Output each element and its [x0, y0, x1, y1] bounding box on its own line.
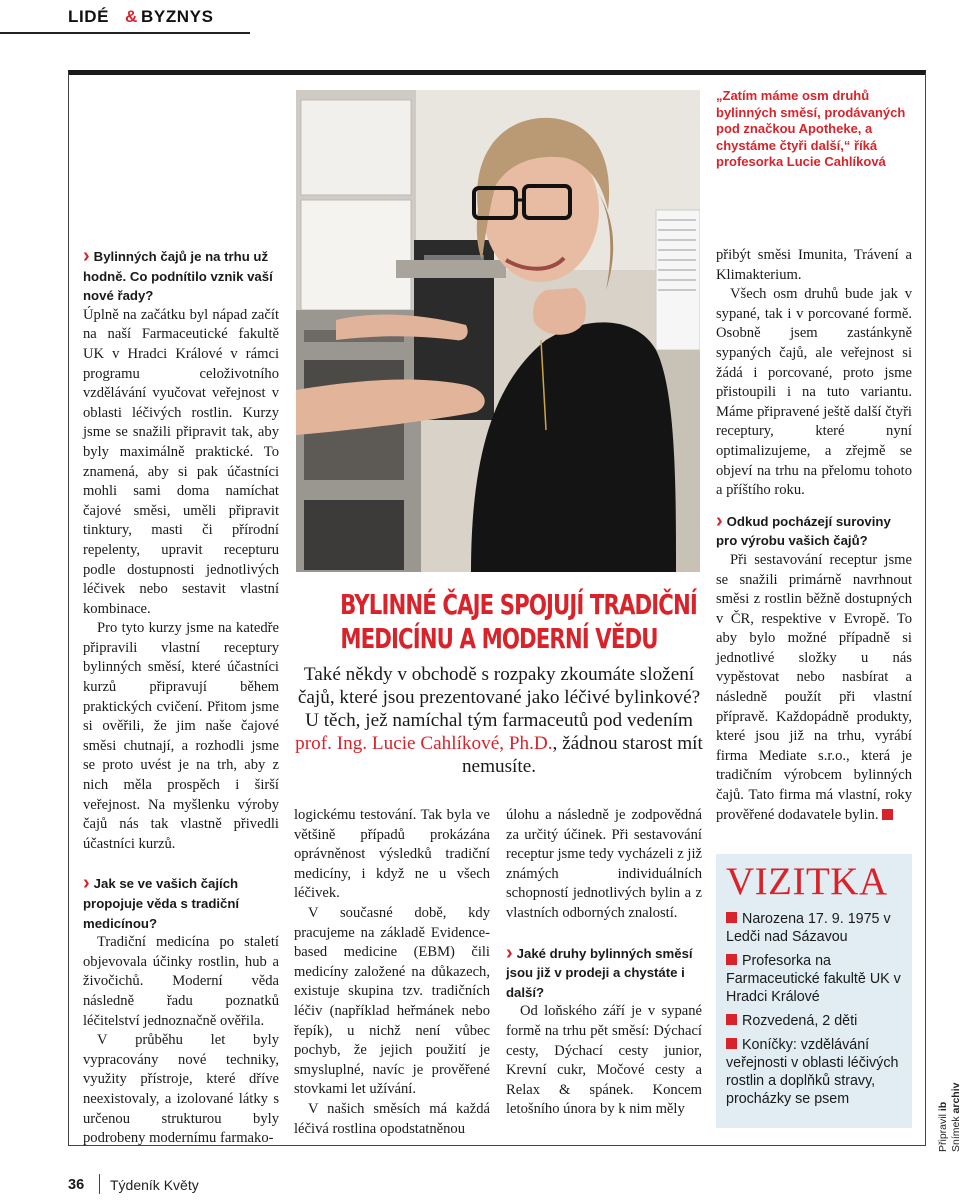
answer-paragraph: Pro tyto kurzy jsme na katedře připravili vlastní receptury bylinných směsí, které účastníci kurzů připravují během praktických cvičení. Přitom jsme si ověřili, že jim naše čajové směsi chutnají, a rozhodli jsme se proto uvést je na trh, aby z nich měla prospěch i širší veřejnost. Na myšlenku výroby čajů nás tak vlastně přivedli účastníci kurzů.	[83, 620, 279, 852]
answer-paragraph: Všech osm druhů bude jak v sypané, tak i v porcované formě. Osobně jsem zastánkyně sypaných čajů, ale veřejnost si žádá i porcované, proto jsme přistoupili i na tuto variantu. Máme připravené ještě další čtyři receptury, které nyní optimalizujeme, a zřejmě se objeví na trhu na přelomu tohoto a příštího roku.	[716, 286, 912, 499]
answer-paragraph: přibýt směsi Imunita, Trávení a Klimakterium.	[716, 247, 912, 283]
credit-source: archiv	[949, 1082, 962, 1114]
answer-paragraph: V současné době, kdy pracujeme na základě Evidence-based medicine (EBM) čili medicíny založené na důkazech, existuje skupina tzv. tradičních léčiv (například heřmánek nebo řepík), u nichž není vůbec pochyb, že jejich použití je smysluplné, navíc je prověřené stovkami let užívání.	[294, 904, 490, 1098]
profile-item: Rozvedená, 2 děti	[726, 1012, 902, 1030]
answer-text: Při sestavování receptur jsme se snažili primárně navrhnout směsi z rostlin běžně dostupných v ČR, respektive v Evropě. To aby bylo možné případně si jednotlivé složky u nás vypěstovat nebo nasbírat a následně použít při vlastní přípravě. Každopádně produkty, které jsou již na trhu, vyrábí firma Mediate s.r.o., která je tradičním výrobcem bylinných čajů. Tato firma má vlastní, roky prověřené dodavatele bylin.	[716, 551, 912, 823]
section-ampersand: &	[125, 7, 138, 26]
answer-paragraph: Od loňského září je v sypané formě na trhu pět směsí: Dýchací cesty, Dýchací cesty junior, Krevní cukr, Močové cesty a Relax & spánek. Koncem letošního února by k nim měly	[506, 1003, 702, 1118]
pull-quote: „Zatím máme osm druhů bylinných směsí, prodávaných pod značkou Apotheke, a chystáme čtyři další,“ říká profesorka Lucie Cahlíková	[716, 88, 906, 169]
text-column-4	[716, 246, 912, 825]
lead-text: Také někdy v obchodě s rozpaky zkoumáte složení čajů, které jsou prezentované jako léčivé bylinkové? U těch, jež namíchal tým farmaceutů pod vedením	[297, 664, 701, 731]
magazine-name: Týdeník Květy	[110, 1177, 199, 1193]
profile-box	[716, 854, 912, 1128]
end-mark-icon	[882, 809, 893, 820]
lead-ending: , žádnou starost mít nemusíte.	[461, 733, 703, 777]
section-header	[0, 0, 250, 34]
interview-question: › Jak se ve vašich čajích propojuje věda s tradiční medicínou?	[83, 873, 279, 933]
profile-item: Koníčky: vzdělávání veřejnosti v oblasti léčivých rostlin a doplňků stravy, procházky se psem	[726, 1036, 902, 1108]
portrait-photo	[296, 90, 700, 572]
headline-line-1: BYLINNÉ ČAJE SPOJUJÍ TRADIČNÍ	[340, 588, 697, 621]
profile-item: Narozena 17. 9. 1975 v Ledči nad Sázavou	[726, 910, 902, 946]
profile-item: Profesorka na Farmaceutické fakultě UK v Hradci Králové	[726, 953, 901, 1005]
lead-author-name: prof. Ing. Lucie Cahlíkové, Ph.D.	[295, 733, 553, 754]
photo-credit	[937, 1052, 963, 1152]
credit-label: Snímek	[949, 1116, 962, 1152]
credit-label: Připravil	[937, 1114, 949, 1152]
interview-question: › Odkud pocházejí suroviny pro výrobu vašich čajů?	[716, 511, 912, 551]
interview-question: › Jaké druhy bylinných směsí jsou již v prodeji a chystáte i další?	[506, 943, 702, 1003]
footer-divider	[99, 1174, 100, 1194]
text-column-2	[294, 806, 490, 1139]
answer-paragraph: úlohu a následně je zodpovědná za určitý účinek. Při sestavování receptur jsme tedy vycházeli z již známých individuálních schopností jednotlivých bylin a z vlastních odborných znalostí.	[506, 807, 702, 921]
answer-paragraph: logickému testování. Tak byla ve většině případů prokázána oprávněnost výsledků tradiční medicíny, i když ne u všech léčivek.	[294, 807, 490, 902]
text-column-1	[83, 246, 279, 1149]
section-name-part1: LIDÉ	[68, 7, 110, 26]
answer-paragraph: Tradiční medicína po staletí objevovala účinky rostlin, hub a živočichů. Moderní věda následně řadu poznatků léčitelství jednoznačně ověřila.	[83, 934, 279, 1029]
page-number: 36	[68, 1177, 85, 1193]
lead-paragraph	[290, 663, 708, 778]
credit-author: ib	[937, 1101, 949, 1112]
interview-question: › Bylinných čajů je na trhu už hodně. Co podnítilo vznik vaší nové řady?	[83, 246, 279, 306]
answer-paragraph: V našich směsích má každá léčivá rostlina opodstatněnou	[294, 1100, 490, 1137]
answer-paragraph: Úplně na začátku byl nápad začít na naší Farmaceutické fakultě UK v Hradci Králové v rámci programu celoživotního vzdělávání vyučovat veřejnost v oblasti léčivých rostlin. Kurzy jsme se snažili připravit tak, aby byly maximálně praktické. To znamená, aby si pak účastníci mohli sami doma namíchat čajové směsi, uměli připravit tinktury, masti či přírodní repelenty, upravit recepturu podle dostupnosti jednotlivých léčivek nebo sestavit vlastní kombinace.	[83, 306, 279, 617]
headline-block	[290, 588, 708, 778]
answer-paragraph: V průběhu let byly vypracovány nové techniky, využity přístroje, které dříve neexistovaly, a izolované látky s určenou strukturou byly podrobeny modernímu farmako-	[83, 1032, 279, 1147]
text-column-3	[506, 806, 702, 1120]
answer-paragraph	[716, 551, 912, 825]
section-name-part2: BYZNYS	[141, 7, 214, 26]
headline-line-2: MEDICÍNU A MODERNÍ VĚDU	[340, 622, 658, 655]
profile-box-title: VIZITKA	[726, 860, 888, 903]
